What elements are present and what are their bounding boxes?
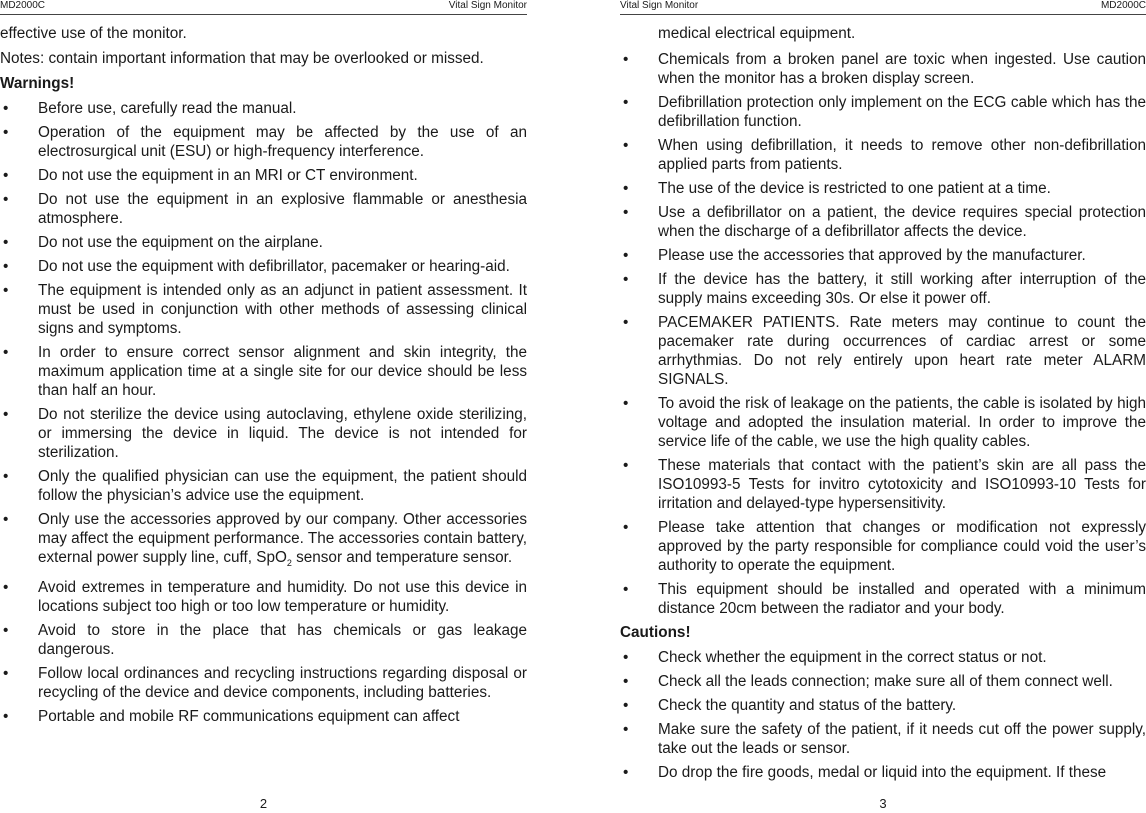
bullet: • [623,180,629,197]
warning-item [0,405,527,462]
bullet: • [3,511,9,528]
warning-text: Please take attention that changes or modification not expressly approved by the party responsible for compliance could void the user’s authority to operate the equipment. [658,519,1146,574]
caution-item [620,672,1146,691]
warning-item [620,93,1146,131]
warning-item [620,394,1146,451]
warning-text: Do not use the equipment on the airplane. [38,234,323,251]
header-title: Vital Sign Monitor [620,0,699,11]
warning-item [0,123,527,161]
warning-text: Portable and mobile RF communications equipment can affect [38,708,460,726]
warning-text: Use a defibrillator on a patient, the device requires special protection when the discharge of a defibrillator affects the device. [658,204,1146,240]
caution-text: Do drop the fire goods, medal or liquid into the equipment. If these [658,764,1107,781]
bullet: • [623,247,629,264]
page-number: 3 [879,796,887,811]
right-page-content [620,24,1146,787]
warning-item [0,578,527,616]
warning-item [0,281,527,338]
warnings-heading: Warnings! [0,75,75,92]
bullet: • [623,649,629,666]
bullet: • [623,581,629,598]
bullet: • [3,167,9,184]
warning-item [0,190,527,228]
warning-item [0,257,527,276]
bullet: • [623,721,629,738]
warning-text: Before use, carefully read the manual. [38,100,297,117]
warning-text: Please use the accessories that approved by the manufacturer. [658,247,1086,264]
warning-item [0,166,527,185]
spo2-subscript: 2 [286,558,292,569]
bullet: • [3,406,9,423]
caution-text: Check the quantity and status of the battery. [658,697,957,714]
warning-text: The equipment is intended only as an adjunct in patient assessment. It must be used in conjunction with other methods of assessing clinical signs and symptoms. [38,282,527,337]
warning-text: The use of the device is restricted to one patient at a time. [658,180,1051,197]
warning-text: Avoid to store in the place that has chemicals or gas leakage dangerous. [38,622,527,659]
bullet: • [3,622,9,640]
header-model: MD2000C [0,0,46,11]
warning-text: To avoid the risk of leakage on the patients, the cable is isolated by high voltage and adopted the insulation material. In order to improve the service life of the cable, we use the high quality cables. [658,395,1146,450]
header-model: MD2000C [1100,0,1146,11]
warning-text: Avoid extremes in temperature and humidity. Do not use this device in locations subject too high or too low temperature or humidity. [38,579,527,616]
accessories-text-before: Only use the accessories approved by our company. Other accessories may affect the equipment performance. The accessories contain battery, external power supply line, cuff, SpO [38,511,527,566]
left-page-header [0,0,527,15]
intro-text: effective use of the monitor. [0,25,187,42]
warning-item [620,313,1146,389]
bullet: • [623,697,629,714]
bullet: • [623,314,629,331]
warning-text: Follow local ordinances and recycling instructions regarding disposal or recycling of the device and device components, including batteries. [38,665,527,702]
warning-item [620,136,1146,174]
cautions-heading: Cautions! [620,624,691,641]
bullet: • [623,94,629,111]
header-title: Vital Sign Monitor [448,0,527,11]
warning-item [620,456,1146,513]
warning-item [0,707,527,726]
warning-text: Do not use the equipment in an explosive flammable or anesthesia atmosphere. [38,191,527,227]
caution-item [620,720,1146,758]
warning-item [620,179,1146,198]
warning-item [620,518,1146,575]
warning-item [0,233,527,252]
continuation-text: medical electrical equipment. [658,25,856,42]
bullet: • [3,100,9,117]
caution-item [620,696,1146,715]
warning-text: These materials that contact with the patient’s skin are all pass the ISO10993-5 Tests for invitro cytotoxicity and ISO10993-10 Tests for irritation and delayed-type hypersensitivity. [658,457,1146,512]
warning-text: Do not sterilize the device using autoclaving, ethylene oxide sterilizing, or immersing the device in liquid. The device is not intended for sterilization. [38,406,527,461]
warning-item [0,99,527,118]
warning-text: If the device has the battery, it still working after interruption of the supply mains exceeding 30s. Or else it power off. [658,271,1146,307]
bullet: • [3,234,9,251]
warning-text: This equipment should be installed and operated with a minimum distance 20cm between the radiator and your body. [658,581,1146,617]
warning-item [620,270,1146,308]
bullet: • [3,708,9,726]
warning-text: In order to ensure correct sensor alignment and skin integrity, the maximum application time at a single site for our device should be less than half an hour. [38,344,527,399]
accessories-text-after: sensor and temperature sensor. [291,549,513,566]
bullet: • [623,137,629,154]
warning-text: When using defibrillation, it needs to remove other non-defibrillation applied parts from patients. [658,137,1146,173]
left-page [0,0,527,813]
bullet: • [623,395,629,412]
bullet: • [3,191,9,208]
caution-item [620,648,1146,667]
bullet: • [3,468,9,485]
caution-text: Make sure the safety of the patient, if it needs cut off the power supply, take out the leads or sensor. [658,721,1146,757]
bullet: • [3,579,9,597]
warning-text: Chemicals from a broken panel are toxic when ingested. Use caution when the monitor has a broken display screen. [658,51,1146,87]
right-page [620,0,1146,813]
bullet: • [623,519,629,536]
warning-item [0,343,527,400]
right-page-header [620,0,1146,15]
warning-item [620,580,1146,618]
warning-item [620,203,1146,241]
caution-item [620,763,1146,782]
notes-text: Notes: contain important information that may be overlooked or missed. [0,50,484,67]
caution-text: Check whether the equipment in the correct status or not. [658,649,1047,666]
warning-item [620,50,1146,88]
warning-text: PACEMAKER PATIENTS. Rate meters may continue to count the pacemaker rate during occurrences of cardiac arrest or some arrhythmias. Do not rely entirely upon heart rate meter ALARM SIGNALS. [658,314,1146,388]
bullet: • [3,344,9,361]
bullet: • [3,282,9,299]
bullet: • [623,457,629,474]
warning-item [0,621,527,659]
bullet: • [3,124,9,141]
warning-text: Only the qualified physician can use the equipment, the patient should follow the physician’s advice use the equipment. [38,468,527,504]
bullet: • [623,271,629,288]
bullet: • [3,258,9,275]
warning-text: Operation of the equipment may be affected by the use of an electrosurgical unit (ESU) or high-frequency interference. [38,124,527,160]
warning-item [0,467,527,505]
page-number: 2 [259,796,268,811]
warning-item [0,664,527,702]
warning-item-accessories [0,510,527,573]
warning-text: Do not use the equipment in an MRI or CT environment. [38,167,418,184]
warning-text: Do not use the equipment with defibrillator, pacemaker or hearing-aid. [38,258,510,275]
bullet: • [623,673,629,690]
caution-text: Check all the leads connection; make sure all of them connect well. [658,673,1113,690]
bullet: • [3,665,9,683]
warning-text: Defibrillation protection only implement on the ECG cable which has the defibrillation function. [658,94,1146,130]
left-page-content [0,24,527,731]
bullet: • [623,51,629,68]
bullet: • [623,764,629,781]
warning-item [620,246,1146,265]
bullet: • [623,204,629,221]
